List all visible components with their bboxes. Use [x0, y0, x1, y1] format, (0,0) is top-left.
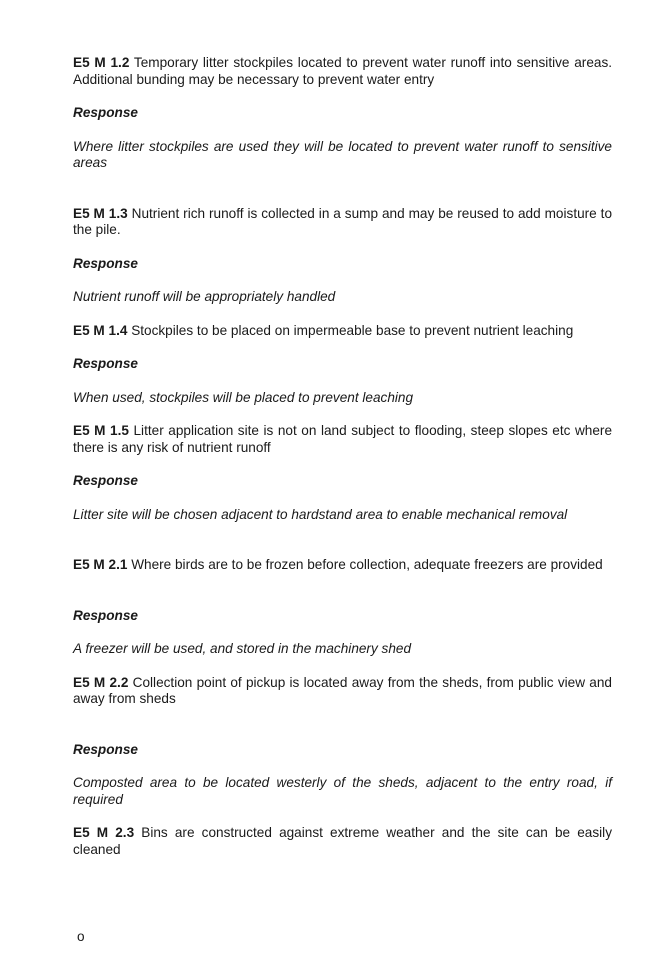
response-heading: Response [73, 741, 138, 757]
requirement-text: Litter application site is not on land subject to flooding, steep slopes etc where there is any risk of nutrient runoff [73, 423, 613, 455]
response-text: A freezer will be used, and stored in the machinery shed [73, 641, 412, 656]
page-number: o [77, 929, 85, 944]
requirement-text: Nutrient rich runoff is collected in a sump and may be reused to add moisture to the pile. [73, 205, 613, 237]
requirement-paragraph [73, 55, 612, 88]
requirement-code: E5 M 1.5 [73, 423, 129, 438]
response-heading: Response [73, 105, 138, 120]
response-heading: Response [73, 356, 138, 371]
document-page [73, 55, 612, 858]
requirement-code: E5 M 2.3 [73, 825, 135, 840]
response-text: When used, stockpiles will be placed to prevent leaching [73, 389, 414, 405]
requirement-paragraph [73, 675, 612, 708]
response-text: Nutrient runoff will be appropriately handled [73, 289, 336, 304]
requirement-code: E5 M 2.2 [73, 674, 129, 690]
requirement-text: Bins are constructed against extreme weather and the site can be easily cleaned [73, 825, 613, 857]
requirement-paragraph [73, 323, 612, 340]
requirement-paragraph [73, 206, 612, 239]
requirement-text: Stockpiles to be placed on impermeable base to prevent nutrient leaching [131, 322, 574, 338]
requirement-paragraph [73, 825, 612, 858]
requirement-paragraph [73, 557, 612, 574]
response-text: Litter site will be chosen adjacent to hardstand area to enable mechanical removal [73, 506, 568, 522]
requirement-text: Collection point of pickup is located away from the sheds, from public view and away from sheds [73, 674, 612, 706]
requirement-paragraph [73, 423, 612, 456]
response-heading: Response [73, 473, 138, 488]
response-heading: Response [73, 607, 138, 623]
response-text: Where litter stockpiles are used they will be located to prevent water runoff to sensitive areas [73, 138, 612, 170]
requirement-text: Where birds are to be frozen before collection, adequate freezers are provided [131, 557, 603, 572]
response-text: Composted area to be located westerly of the sheds, adjacent to the entry road, if required [73, 775, 612, 807]
response-heading: Response [73, 255, 138, 271]
requirement-code: E5 M 1.4 [73, 322, 128, 338]
requirement-text: Temporary litter stockpiles located to prevent water runoff into sensitive areas. Additional bunding may be necessary to prevent water entry [73, 55, 613, 87]
requirement-code: E5 M 1.3 [73, 205, 128, 221]
requirement-code: E5 M 1.2 [73, 55, 130, 70]
requirement-code: E5 M 2.1 [73, 557, 128, 572]
